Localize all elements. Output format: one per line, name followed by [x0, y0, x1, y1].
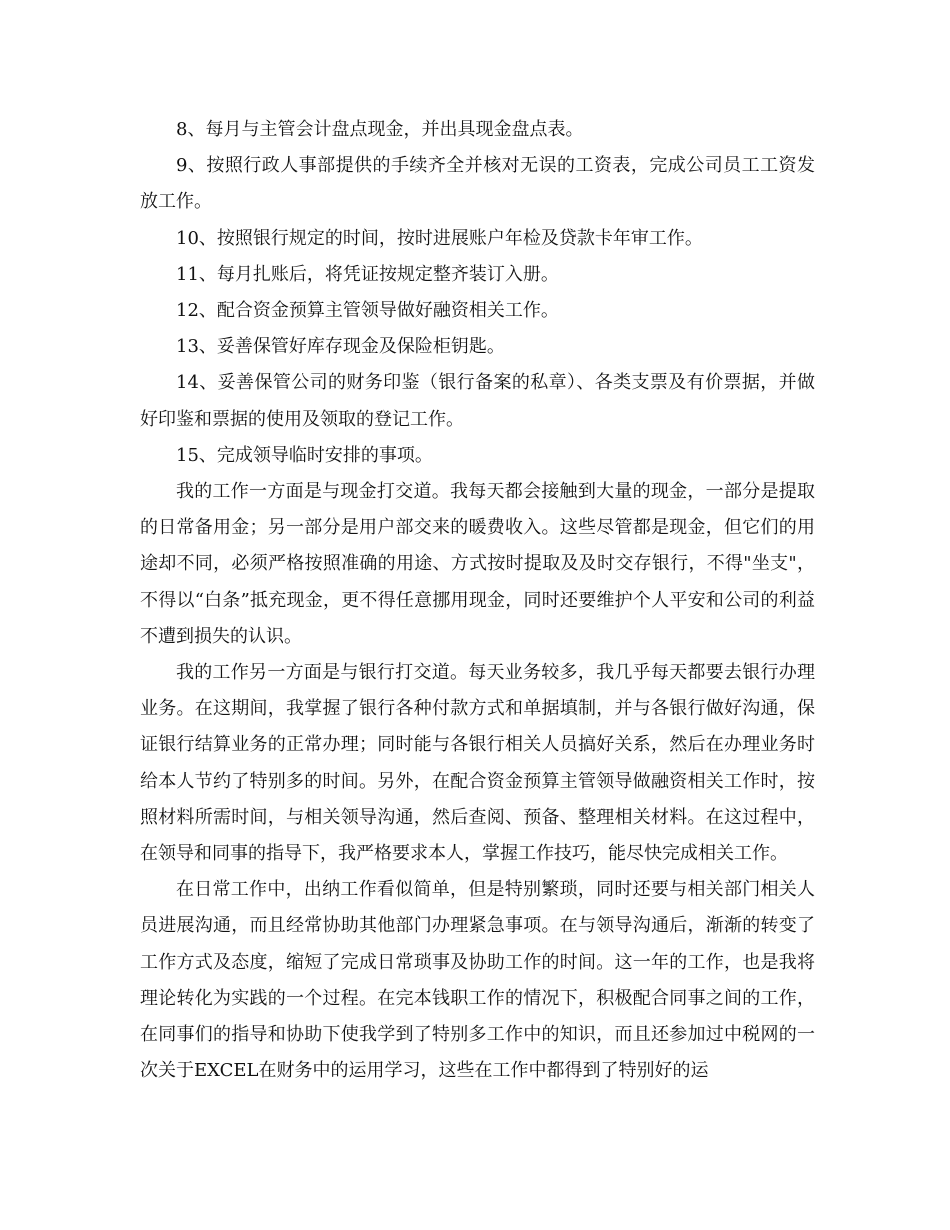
paragraph-daily-work: 在日常工作中，出纳工作看似简单，但是特别繁琐，同时还要与相关部门相关人员进展沟通，而且经常协助其他部门办理紧急事项。在与领导沟通后，渐渐的转变了工作方式及态度，缩短了完成日常琐事及协助工作的时间。这一年的工作，也是我将理论转化为实践的一个过程。在完本钱职工作的情况下，积极配合同事之间的工作，在同事们的指导和协助下使我学到了特别多工作中的知识，而且还参加过中税网的一次关于EXCEL在财务中的运用学习，这些在工作中都得到了特别好的运 [140, 879, 815, 1082]
paragraph-cash-work: 我的工作一方面是与现金打交道。我每天都会接触到大量的现金，一部分是提取的日常备用金；另一部分是用户部交来的暖费收入。这些尽管都是现金，但它们的用途却不同，必须严格按照准确的用途、方式按时提取及及时交存银行，不得"坐支"，不得以“白条”抵充现金，更不得任意挪用现金，同时还要维护个人平安和公司的利益不遭到损失的认识。 [140, 481, 815, 647]
paragraph-item-10: 10、按照银行规定的时间，按时进展账户年检及贷款卡年审工作。 [176, 227, 703, 249]
paragraph-item-12: 12、配合资金预算主管领导做好融资相关工作。 [176, 300, 559, 322]
paragraph-item-13: 13、妥善保管好库存现金及保险柜钥匙。 [176, 336, 505, 358]
paragraph-item-15: 15、完成领导临时安排的事项。 [176, 444, 433, 466]
document-body [140, 112, 815, 1089]
paragraph-item-14: 14、妥善保管公司的财务印鉴（银行备案的私章）、各类支票及有价票据，并做好印鉴和票据的使用及领取的登记工作。 [140, 372, 815, 430]
paragraph-item-9: 9、按照行政人事部提供的手续齐全并核对无误的工资表，完成公司员工工资发放工作。 [140, 155, 815, 213]
paragraph-item-11: 11、每月扎账后，将凭证按规定整齐装订入册。 [176, 263, 559, 285]
paragraph-bank-work: 我的工作另一方面是与银行打交道。每天业务较多，我几乎每天都要去银行办理业务。在这期间，我掌握了银行各种付款方式和单据填制，并与各银行做好沟通，保证银行结算业务的正常办理；同时能与各银行相关人员搞好关系，然后在办理业务时给本人节约了特别多的时间。另外，在配合资金预算主管领导做融资相关工作时，按照材料所需时间，与相关领导沟通，然后查阅、预备、整理相关材料。在这过程中，在领导和同事的指导下，我严格要求本人，掌握工作技巧，能尽快完成相关工作。 [140, 662, 815, 865]
paragraph-item-8: 8、每月与主管会计盘点现金，并出具现金盘点表。 [176, 119, 584, 140]
